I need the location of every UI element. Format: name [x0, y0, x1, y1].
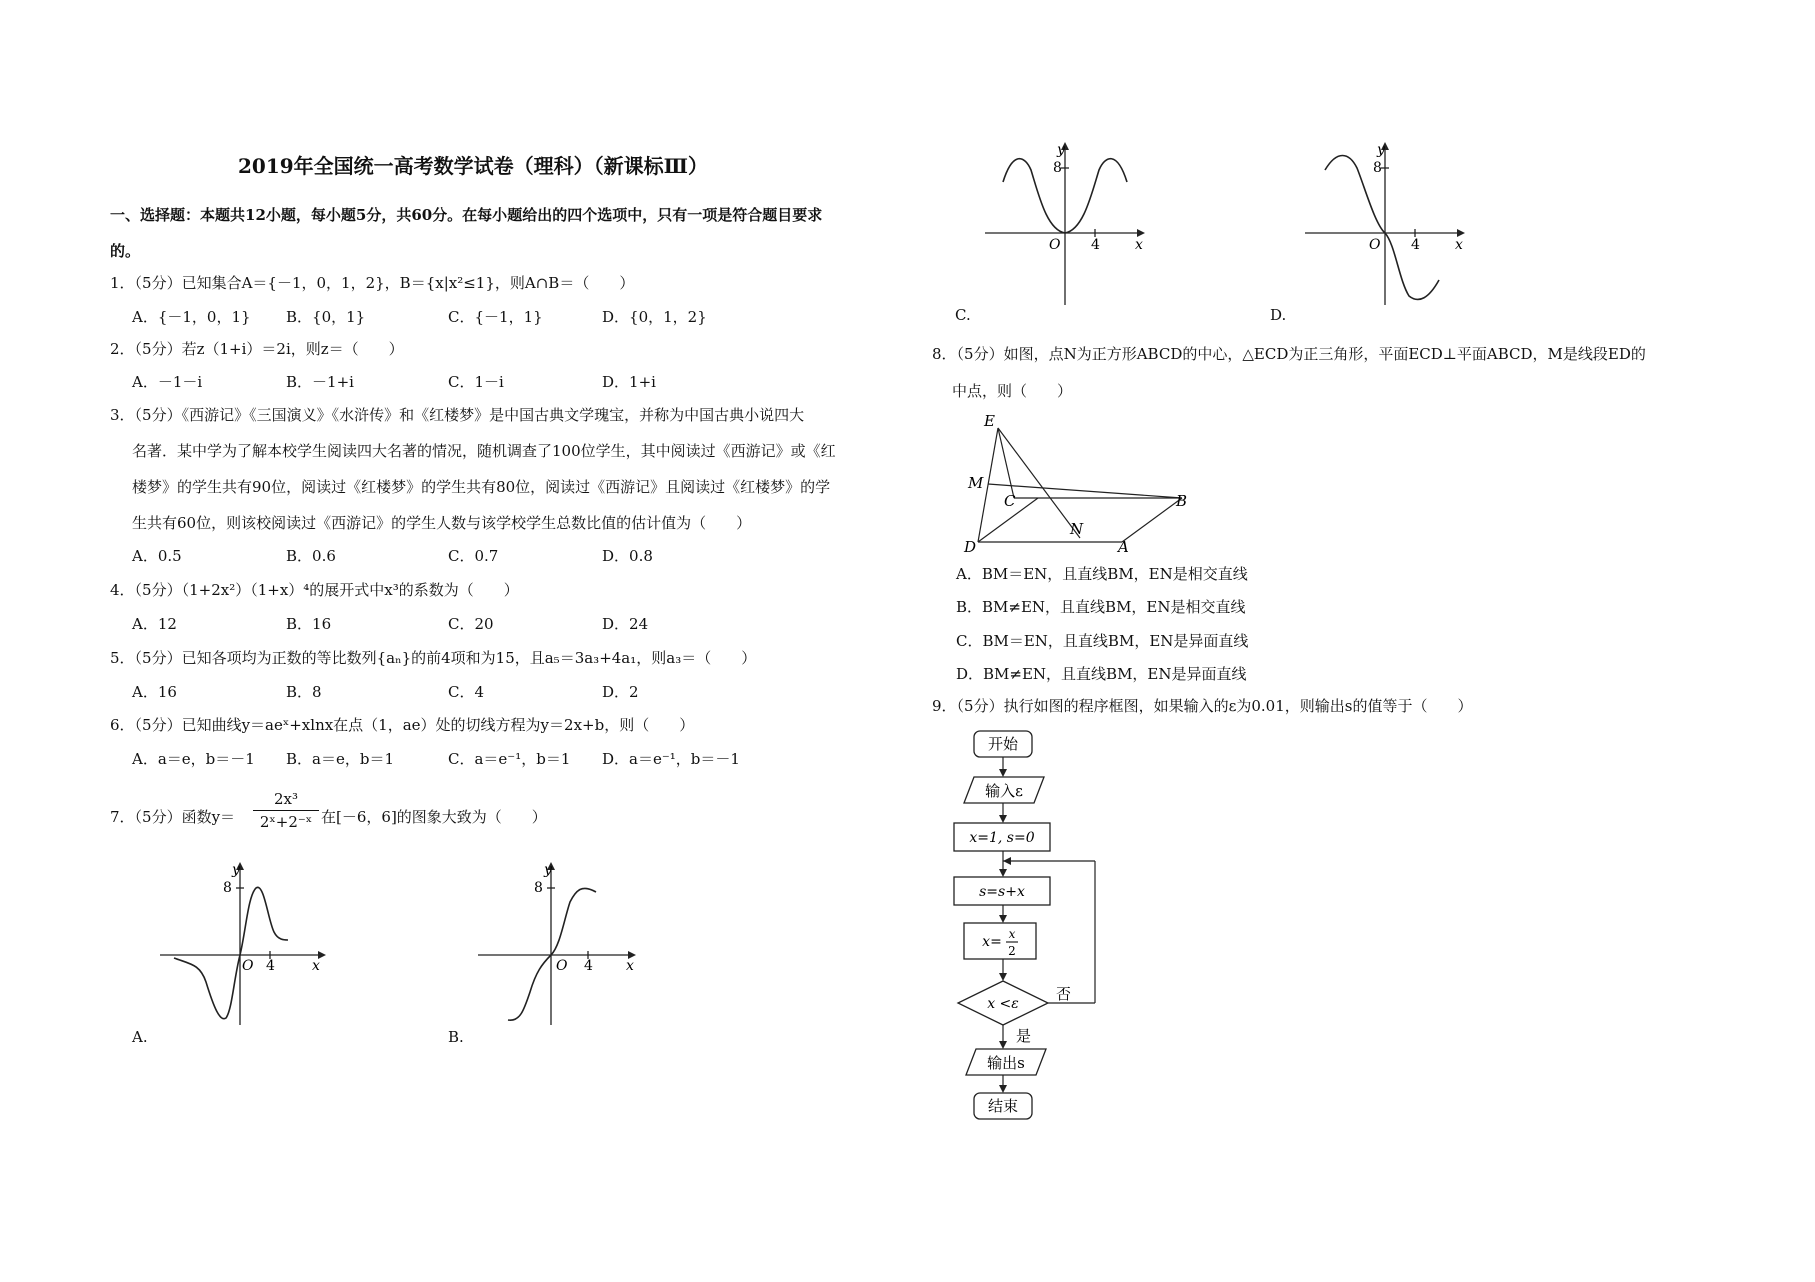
- q8-point-d: D: [964, 538, 977, 556]
- q6-option-c: C．a＝e⁻¹，b＝1: [448, 750, 571, 768]
- q8-option-d: D．BM≠EN，且直线BM，EN是异面直线: [956, 665, 1247, 683]
- q5-option-a: A．16: [132, 683, 177, 701]
- q2-option-c: C．1－i: [448, 373, 504, 391]
- q8-point-m: M: [968, 474, 984, 492]
- q8-option-b: B．BM≠EN，且直线BM，EN是相交直线: [956, 598, 1246, 616]
- q1-option-c: C．{－1，1}: [448, 308, 543, 326]
- q5-option-c: C．4: [448, 683, 485, 701]
- q7-option-b: B.: [448, 1028, 464, 1046]
- q6-option-b: B．a＝e，b＝1: [286, 750, 394, 768]
- q7-d-tick-y: 8: [1373, 160, 1382, 176]
- q8-point-e: E: [984, 412, 995, 430]
- q7-d-origin: O: [1369, 237, 1381, 253]
- q7-c-origin: O: [1049, 237, 1061, 253]
- q1-option-b: B．{0，1}: [286, 308, 366, 326]
- flow-init: x=1, s=0: [969, 830, 1035, 846]
- q8-point-a: A: [1118, 538, 1129, 556]
- q7-d-y-label: y: [1377, 142, 1385, 158]
- q1-option-d: D．{0，1，2}: [602, 308, 707, 326]
- q7-option-a: A.: [132, 1028, 148, 1046]
- q7-b-origin: O: [556, 958, 568, 974]
- q5-option-b: B．8: [286, 683, 322, 701]
- q3-option-b: B．0.6: [286, 547, 336, 565]
- flow-yes: 是: [1016, 1027, 1032, 1045]
- q7-b-tick-x: 4: [584, 958, 593, 974]
- q4-option-b: B．16: [286, 615, 332, 633]
- q3-option-c: C．0.7: [448, 547, 499, 565]
- q7-option-c: C.: [955, 306, 971, 324]
- q7-a-x-label: x: [312, 958, 320, 974]
- flow-step2-num: x: [1008, 927, 1016, 941]
- q7-a-origin: O: [242, 958, 254, 974]
- q2-option-b: B．－1+i: [286, 373, 354, 391]
- flow-output: 输出s: [987, 1054, 1025, 1072]
- q5-option-d: D．2: [602, 683, 639, 701]
- q3-line3: 楼梦》的学生共有90位，阅读过《红楼梦》的学生共有80位，阅读过《西游记》且阅读过《红楼梦》的学: [132, 478, 831, 496]
- q9-flowchart: [950, 725, 1130, 1125]
- q4-option-d: D．24: [602, 615, 649, 633]
- q4-stem: 4．（5分）（1+2x²）（1+x）⁴的展开式中x³的系数为（ ）: [110, 581, 519, 599]
- q7-numerator: 2x³: [273, 790, 299, 808]
- flow-step2-den: 2: [1008, 944, 1016, 958]
- q7-fraction: [253, 790, 319, 831]
- q8-option-c: C．BM＝EN，且直线BM，EN是异面直线: [956, 632, 1249, 650]
- q7-b-tick-y: 8: [534, 880, 543, 896]
- page-title: 2019年全国统一高考数学试卷（理科）（新课标Ⅲ）: [238, 154, 709, 178]
- q7-denominator: 2ˣ+2⁻ˣ: [253, 810, 319, 831]
- q1-stem: 1．（5分）已知集合A＝{－1，0，1，2}，B＝{x|x²≤1}，则A∩B＝（ ）: [110, 274, 635, 292]
- q6-option-d: D．a＝e⁻¹，b＝－1: [602, 750, 740, 768]
- q3-option-a: A．0.5: [132, 547, 182, 565]
- q7-a-tick-y: 8: [223, 880, 232, 896]
- q7-c-y-label: y: [1057, 142, 1065, 158]
- q2-stem: 2．（5分）若z（1+i）＝2i，则z＝（ ）: [110, 340, 404, 358]
- q8-point-n: N: [1070, 520, 1084, 538]
- flow-step1: s=s+x: [979, 884, 1025, 900]
- flow-input: 输入ε: [985, 782, 1023, 800]
- flow-cond: x <ε: [987, 996, 1019, 1012]
- flow-step2-lhs: x=: [982, 934, 1002, 950]
- q7-d-x-label: x: [1455, 237, 1463, 253]
- q7-graph-d: [1305, 140, 1475, 310]
- q7-c-tick-x: 4: [1091, 237, 1100, 253]
- section-heading-line1: 一、选择题：本题共12小题，每小题5分，共60分。在每小题给出的四个选项中，只有一项是符合题目要求: [110, 206, 823, 224]
- q8-figure: [950, 410, 1188, 556]
- q8-line1: 8．（5分）如图，点N为正方形ABCD的中心，△ECD为正三角形，平面ECD⊥平面ABCD，M是线段ED的: [932, 345, 1646, 363]
- q8-line2: 中点，则（ ）: [952, 382, 1073, 400]
- q3-line1: 3．（5分）《西游记》《三国演义》《水浒传》和《红楼梦》是中国古典文学瑰宝，并称为中国古典小说四大: [110, 406, 805, 424]
- q5-stem: 5．（5分）已知各项均为正数的等比数列{aₙ}的前4项和为15，且a₅＝3a₃+4a₁，则a₃＝（ ）: [110, 649, 757, 667]
- q7-d-tick-x: 4: [1411, 237, 1420, 253]
- q7-a-y-label: y: [232, 862, 240, 878]
- q3-line4: 生共有60位，则该校阅读过《西游记》的学生人数与该学校学生总数比值的估计值为（ ）: [132, 514, 752, 532]
- q7-stem-prefix: 7．（5分）函数y＝: [110, 808, 236, 826]
- flow-end: 结束: [987, 1097, 1019, 1115]
- q8-point-b: B: [1176, 492, 1188, 510]
- q7-graph-c: [985, 140, 1155, 310]
- q7-a-tick-x: 4: [266, 958, 275, 974]
- q8-option-a: A．BM＝EN，且直线BM，EN是相交直线: [956, 565, 1248, 583]
- q7-graph-a: [160, 860, 330, 1030]
- q3-option-d: D．0.8: [602, 547, 653, 565]
- q7-c-x-label: x: [1135, 237, 1143, 253]
- q7-graph-b: [478, 860, 648, 1030]
- q2-option-d: D．1+i: [602, 373, 656, 391]
- q8-point-c: C: [1004, 492, 1016, 510]
- q7-b-y-label: y: [544, 862, 552, 878]
- q2-option-a: A．－1－i: [132, 373, 203, 391]
- q6-stem: 6．（5分）已知曲线y＝aeˣ+xlnx在点（1，ae）处的切线方程为y＝2x+b，则（ ）: [110, 716, 695, 734]
- q7-c-tick-y: 8: [1053, 160, 1062, 176]
- q9-stem: 9．（5分）执行如图的程序框图，如果输入的ε为0.01，则输出s的值等于（ ）: [932, 697, 1473, 715]
- q1-option-a: A．{－1，0，1}: [132, 308, 251, 326]
- q3-line2: 名著．某中学为了解本校学生阅读四大名著的情况，随机调查了100位学生，其中阅读过《西游记》或《红: [132, 442, 836, 460]
- q4-option-c: C．20: [448, 615, 494, 633]
- q6-option-a: A．a＝e，b＝－1: [132, 750, 255, 768]
- flow-start: 开始: [987, 735, 1019, 753]
- right-column: [910, 0, 1815, 1282]
- section-heading-line2: 的。: [110, 242, 141, 260]
- q4-option-a: A．12: [132, 615, 177, 633]
- q7-option-d: D.: [1270, 306, 1287, 324]
- q7-b-x-label: x: [626, 958, 634, 974]
- q7-stem-suffix: 在[－6，6]的图象大致为（ ）: [321, 808, 547, 826]
- flow-no: 否: [1056, 985, 1072, 1003]
